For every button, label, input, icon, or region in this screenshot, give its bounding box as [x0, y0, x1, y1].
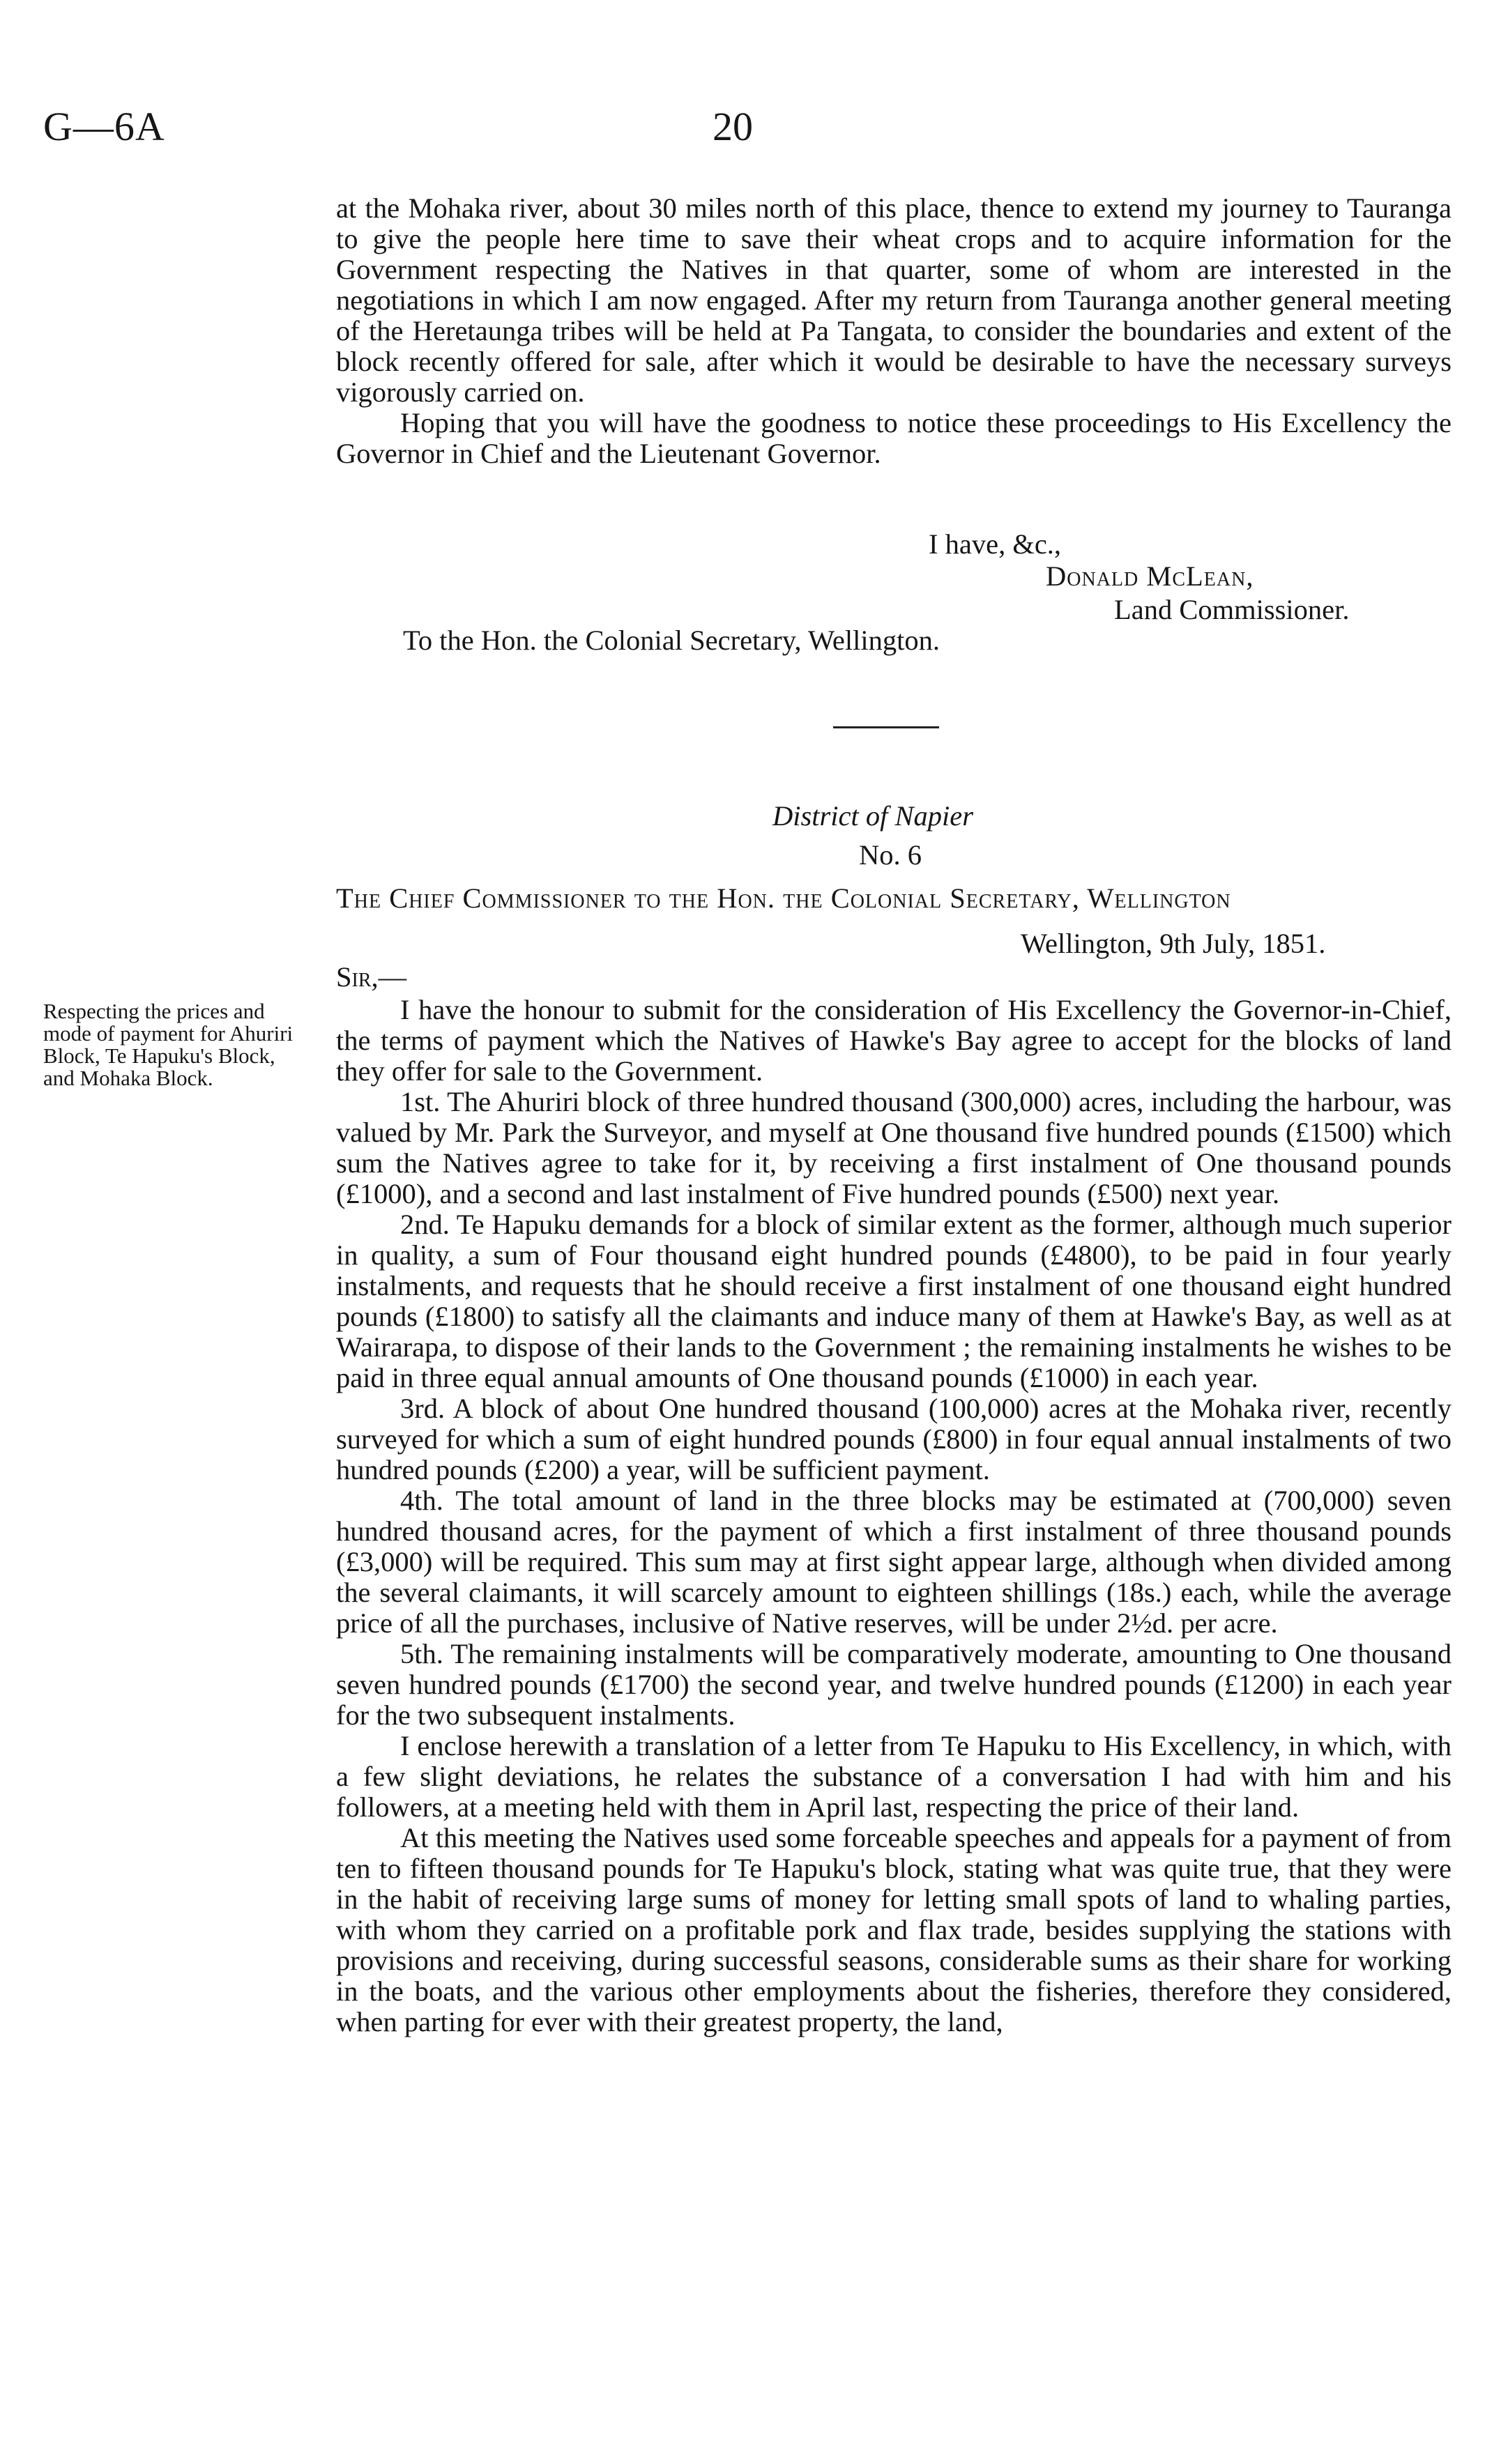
- district-heading: District of Napier: [772, 800, 974, 832]
- letter-paragraph-2nd: 2nd. Te Hapuku demands for a block of similar extent as the former, although much superior in quality, a sum of Four thousand eight hundred pounds (£4800), to be paid in four yearly instalments, and requests that he should receive a first instalment of one thousand eight hundred pounds (£1800) to satisfy all the claimants and induce many of them at Hawke's Bay, as well as at Wairarapa, to dispose of their lands to the Government ; the remaining instalments he wishes to be paid in three equal annual amounts of One thousand pounds (£1000) in each year.: [336, 1209, 1452, 1393]
- letter-body: [336, 995, 1452, 2037]
- letter-paragraph-meeting: At this meeting the Natives used some forceable speeches and appeals for a payment of from ten to fifteen thousand pounds for Te Hapuku's block, stating what was quite true, that they were in the habit of receiving large sums of money for letting small spots of land to whaling parties, with whom they carried on a profitable pork and flax trade, besides supplying the stations with provisions and receiving, during successful seasons, considerable sums as their share for working in the boats, and the various other employments about the fisheries, therefore they considered, when parting for ever with their greatest property, the land,: [336, 1822, 1452, 2037]
- letter-paragraph-5th: 5th. The remaining instalments will be comparatively moderate, amounting to One thousand seven hundred pounds (£1700) the second year, and twelve hundred pounds (£1200) in each year for the two subsequent instalments.: [336, 1638, 1452, 1731]
- closing-phrase: I have, &c.,: [929, 528, 1062, 560]
- section-separator-rule: [833, 726, 939, 728]
- salutation: Sir,—: [336, 961, 407, 993]
- letter-paragraph-enclosure: I enclose herewith a translation of a letter from Te Hapuku to His Excellency, in which, with a few slight deviations, he relates the substance of a conversation I had with him and his followers, at a meeting held with them in April last, respecting the price of their land.: [336, 1730, 1452, 1823]
- letter-number: No. 6: [859, 839, 922, 871]
- signature-title: Land Commissioner.: [1114, 594, 1350, 625]
- prev-paragraph-1: at the Mohaka river, about 30 miles north of this place, thence to extend my journey to Tauranga to give the people here time to save their wheat crops and to acquire information for the Government respecting the Natives in that quarter, some of whom are interested in the negotiations in which I am now engaged. After my return from Tauranga another general meeting of the Heretaunga tribes will be held at Pa Tangata, to consider the boundaries and extent of the block recently offered for sale, after which it would be desirable to have the necessary surveys vigorously carried on.: [336, 192, 1452, 408]
- margin-sidenote: Respecting the prices and mode of payment for Ahuriri Block, Te Hapuku's Block, and Mohaka Block.: [43, 999, 294, 1090]
- letter-paragraph-4th: 4th. The total amount of land in the three blocks may be estimated at (700,000) seven hundred thousand acres, for the payment of which a first instalment of three thousand pounds (£3,000) will be required. This sum may at first sight appear large, although when divided among the several claimants, it will scarcely amount to eighteen shillings (18s.) each, while the average price of all the purchases, inclusive of Native reserves, will be under 2½d. per acre.: [336, 1485, 1452, 1639]
- prev-paragraph-2: Hoping that you will have the goodness to notice these proceedings to His Excellency the Governor in Chief and the Lieutenant Governor.: [336, 407, 1452, 469]
- letter-paragraph-1st: 1st. The Ahuriri block of three hundred thousand (300,000) acres, including the harbour, was valued by Mr. Park the Surveyor, and myself at One thousand five hundred pounds (£1500) which sum the Natives agree to take for it, by receiving a first instalment of One thousand pounds (£1000), and a second and last instalment of Five hundred pounds (£500) next year.: [336, 1086, 1452, 1209]
- letter-dateline: Wellington, 9th July, 1851.: [1021, 928, 1326, 959]
- letter-paragraph-3rd: 3rd. A block of about One hundred thousand (100,000) acres at the Mohaka river, recently surveyed for which a sum of eight hundred pounds (£800) in four equal annual instalments of two hundred pounds (£200) a year, will be sufficient payment.: [336, 1393, 1452, 1485]
- letter-paragraph-intro: I have the honour to submit for the consideration of His Excellency the Governor-in-Chief, the terms of payment which the Natives of Hawke's Bay agree to accept for the blocks of land they offer for sale to the Government.: [336, 994, 1452, 1087]
- addressee: To the Hon. the Colonial Secretary, Wellington.: [403, 625, 940, 656]
- letter-from-to-line: The Chief Commissioner to the Hon. the Colonial Secretary, Wellington: [336, 882, 1231, 914]
- page-series-code: G—6A: [43, 104, 165, 149]
- signature-name: Donald McLean,: [1046, 560, 1254, 592]
- page-number: 20: [713, 104, 753, 149]
- previous-letter-body: [336, 193, 1452, 469]
